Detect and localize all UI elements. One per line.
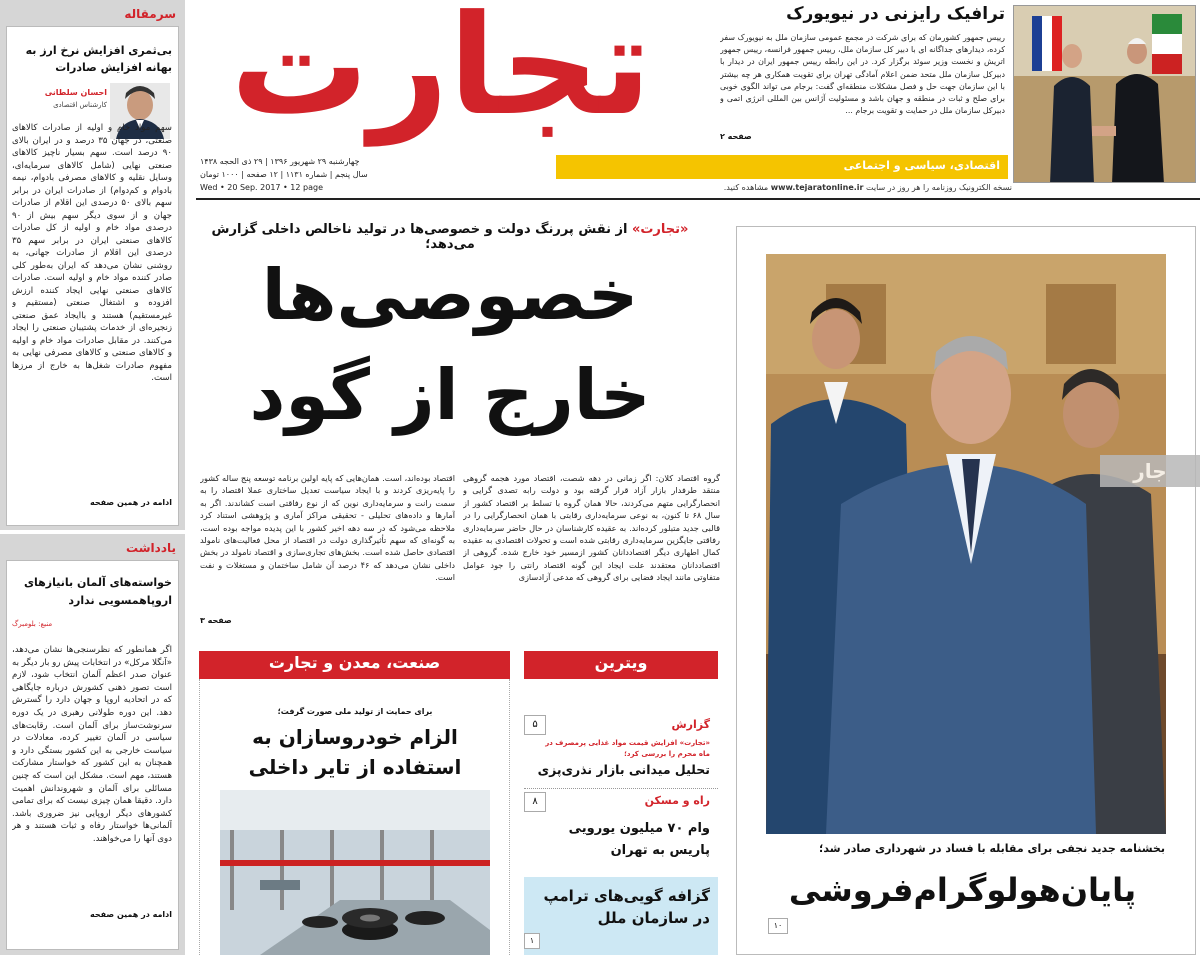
site-line xyxy=(556,183,1012,192)
site-line-prefix: نسخه الکترونیک روزنامه را هر روز در سایت xyxy=(866,183,1012,192)
editorial-author: احسان سلطانی xyxy=(44,88,107,97)
mayor-kicker: بخشنامه جدید نجفی برای مقابله با فساد در شهرداری صادر شد؛ xyxy=(819,842,1165,855)
editorial-section-text: سرمقاله xyxy=(124,7,176,21)
officials-photo xyxy=(766,254,1166,834)
lead-headline-2[interactable]: خارج از گود xyxy=(249,354,651,436)
industry-section: صنعت، معدن و تجارت xyxy=(268,653,441,672)
site-line-suffix: مشاهده کنید. xyxy=(723,183,769,192)
vitrine-section: ویترین xyxy=(594,653,648,672)
editorial-body: سهم مواد خام و اولیه از صادرات کالاهای صنعتی، در جهان ۳۵ درصد و در ایران بالای ۹۰ درصد است. سهم بسیار ناچیز کالاهای صنعتی نهایی (شامل کالاهای سرمایه‌ای، وسایل نقلیه و کالاهای مصرفی بادوام، نیمه بادوام و کم‌دوام) از صادرات ایران در برابر سهم بالای ۵۰ درصدی این اقلام از صادرات جهان و از سوی دیگر سهم بیش از ۹۰ درصدی مواد خام و اولیه از کل صادرات کالاهای صنعتی ایران در برابر سهم ۳۵ درصدی این اقلام از صادرات جهانی، به روشنی نشان می‌دهد که ایران به‌طور کلی صادر کننده مواد خام و اولیه است. صادرات کالاهای صنعتی نهایی ایجاد کننده ارزش افزوده و اشتغال صنعتی (مستقیم و غیرمستقیم) هستند و باایجاد عمق صنعتی زنجیره‌ای از خدمات پشتیبان صنعتی را ایجاد می‌کنند. در مقابل صادرات مواد خام و اولیه و کالاهای صنعتی و کالاهای مصرفی نهایی به مفهوم صادرات شغل‌ها به خارج از مرزها است. xyxy=(12,123,172,383)
mayor-headline[interactable]: پایان‌هولوگرام‌فروشی xyxy=(788,871,1137,909)
site-url[interactable]: www.tejaratonline.ir xyxy=(770,183,864,192)
lead-kicker-prefix: «تجارت» xyxy=(631,222,689,237)
editorial-continue[interactable]: ادامه در همین صفحه xyxy=(90,498,172,507)
editorial-title[interactable]: بی‌ثمری افزایش نرخ ارز به بهانه افزایش صادرات xyxy=(25,44,172,74)
industry-kicker: برای حمایت از تولید ملی صورت گرفت؛ xyxy=(277,707,433,716)
top-story-title[interactable]: ترافیک رایزنی در نیویورک xyxy=(786,4,1005,24)
lead-kicker xyxy=(200,222,700,252)
masthead-logo: تجارت xyxy=(230,0,652,146)
meeting-photo xyxy=(1013,5,1196,183)
vitrine-item-2-page[interactable]: ۸ xyxy=(524,792,546,812)
vitrine-item-1-kicker: «تجارت» افزایش قیمت مواد غذایی پرمصرف در ماه محرم را بررسی کرد؛ xyxy=(545,739,710,758)
vitrine-item-1-page[interactable]: ۵ xyxy=(524,715,546,735)
vitrine-item-2-tag: راه و مسکن xyxy=(644,794,710,807)
vitrine-item-2-headline[interactable]: وام ۷۰ میلیون یورویی پاریس به تهران xyxy=(568,821,710,858)
lead-col-right: گروه اقتصاد کلان: اگر زمانی در دهه شصت، اقتصاد مورد هجمه گروهی منتقد طرفدار بازار آزاد قرار گرفته بود و دولت رابه تصدی گرایی و انحصارگرایی متهم می‌کردند، حالا همان گروه با تسلط بر اقتصاد کشور از سال ۶۸ تا کنون، به نوعی سرمایه‌داری رقابتی با همان انحصارگرایی را در قالبی جدید متبلور کرده‌اند. به عقیده کارشناسان در حال حاضر سرمایه‌داری رفاقتی جایگزین سرمایه‌داری رقابتی شده است و تحولات اقتصادی به عقیده کمال اطهاری دیگر اقتصاددانان کشور ازمسیر خود خارج شده. گروهی از اقتصاددانان معتقدند علت ایجاد این گونه اقتصاد رانتی را جود عوامل متفاوتی مانند ایجاد فضایی برای گروهی که مدعی آزادسازی xyxy=(463,473,720,583)
masthead-issue: سال پنجم | شماره ۱۱۳۱ | ۱۲ صفحه | ۱۰۰۰ تومان xyxy=(200,170,368,179)
top-story-body: رییس جمهور کشورمان که برای شرکت در مجمع عمومی سازمان ملل به نیویورک سفر کرده، دیدارهای جداگانه ای با دبیر کل سازمان ملل، رییس جمهور فرانسه، رییس جمهور اتریش و نخست وزیر سوئد برگزار کرد. در این رابطه رییس جمهور ایران در دیدار با دبیرکل سازمان ملل متحد ضمن اعلام آمادگی تهران برای تقویت همکاری هر چه بیشتر با این سازمان جهت حل و فصل مشکلات منطقه‌ای گفت: برجام می تواند الگوی خوبی برای صلح و ثبات در منطقه و جهان باشد و مسئولیت آژانس بین المللی انرژی اتمی و دبیرکل سازمان ملل در حمایت و تقویت برجام ... xyxy=(720,33,1005,116)
vitrine-item-3-page[interactable]: ۱ xyxy=(524,933,540,949)
masthead-date: چهارشنبه ۲۹ شهریور ۱۳۹۶ | ۲۹ ذی الحجه ۱۴۳۸ xyxy=(200,157,360,166)
masthead-tagline: اقتصادی، سیاسی و اجتماعی xyxy=(843,159,1000,172)
vitrine-item-3-headline[interactable]: گزافه گویی‌های ترامپ در سازمان ملل xyxy=(543,887,710,927)
note-section-text: یادداشت xyxy=(126,541,176,555)
lead-col-left: اقتصاد بوده‌اند، است. همان‌هایی که پایه اولین برنامه توسعه پنج ساله کشور را پایه‌ریزی کردند و با ایجاد سیاست تعدیل ساختاری عملا اقتصاد را به سمت رانت و سرمایه‌داری نوین که از نوع رفاقتی است کشاندند. اگر به آمارها و داده‌های تحلیلی - تحقیقی مراکز آماری و پژوهشی استناد کرد ملاحظه می‌شود که در سه دهه اخیر کشور با این پدیده مواجه بوده است، به گونه‌ای که سهم تأثیرگذاری دولت در اقتصاد از محل فعالیت‌های نامولد اقتصادی حاصل شده است. بخش‌های تجاری‌سازی و اقتصاد نامولد در بخش داخلی نشان می‌دهد که ۴۶ درصد آن شامل ساختمان و مستغلات و نفت است. xyxy=(200,473,455,583)
note-body: اگر همانطور که نظرسنجی‌ها نشان می‌دهد، «آنگلا مرکل» در انتخابات پیش رو بار دیگر به عنوان صدر اعظم آلمان انتخاب شود، لازم است تصور ذهنی کشورش درباره جایگاهی که در اتحادیه اروپا و جهان دارد را گسترش دهد. این دوره طولانی رهبری در یک دوره سرنوشت‌ساز برای آلمان است. رقابت‌های سیاسی در آلمان تغییر کرده، معادلات در سیاست خارجی به این کشور بستگی دارد و همچنان به این کشور که خواستار مشارکت هستند، مهم است. مشکل این است که چنین مسائلی برای آلمان و شهروندانش اهمیت دارد. دقیقا همان چیزی نیست که برای تمامی کشورهای دیگر اروپایی نیز ضروری باشد. آلمانی‌ها خواستار رفاه و ثبات هستند و هر دوی آنها را می‌خواهند. xyxy=(12,645,172,844)
vitrine-item-1-headline[interactable]: تحلیل میدانی بازار نذری‌پزی xyxy=(537,762,710,777)
masthead-rule xyxy=(196,198,1200,200)
tire-row-photo xyxy=(220,790,490,955)
editorial-author-role: کارشناس اقتصادی xyxy=(53,101,107,109)
editorial-section-label xyxy=(8,4,178,26)
top-story-page-ref[interactable]: صفحه ۲ xyxy=(720,132,752,141)
masthead-latin: Wed • 20 Sep. 2017 • 12 page xyxy=(200,183,323,192)
industry-headline[interactable]: الزام خودروسازان به استفاده از تایر داخلی xyxy=(248,725,462,779)
mayor-watermark: جار xyxy=(1100,455,1200,487)
mayor-page[interactable]: ۱۰ xyxy=(768,918,788,934)
note-continue[interactable]: ادامه در همین صفحه xyxy=(90,910,172,919)
lead-headline-1[interactable]: خصوصی‌ها xyxy=(261,254,639,336)
vitrine-divider-1 xyxy=(524,788,718,789)
note-title[interactable]: خواسته‌های آلمان بانیازهای اروپاهمسویی ندارد xyxy=(23,576,172,607)
note-source: منبع: بلومبرگ xyxy=(12,620,53,628)
lead-kicker-rest: از نقش پررنگ دولت و خصوصی‌ها در تولید ناخالص داخلی گزارش می‌دهد؛ xyxy=(211,222,628,252)
vitrine-item-1-tag: گزارش xyxy=(671,718,710,731)
lead-page-ref[interactable]: صفحه ۳ xyxy=(200,616,232,625)
note-section-label xyxy=(8,538,178,558)
